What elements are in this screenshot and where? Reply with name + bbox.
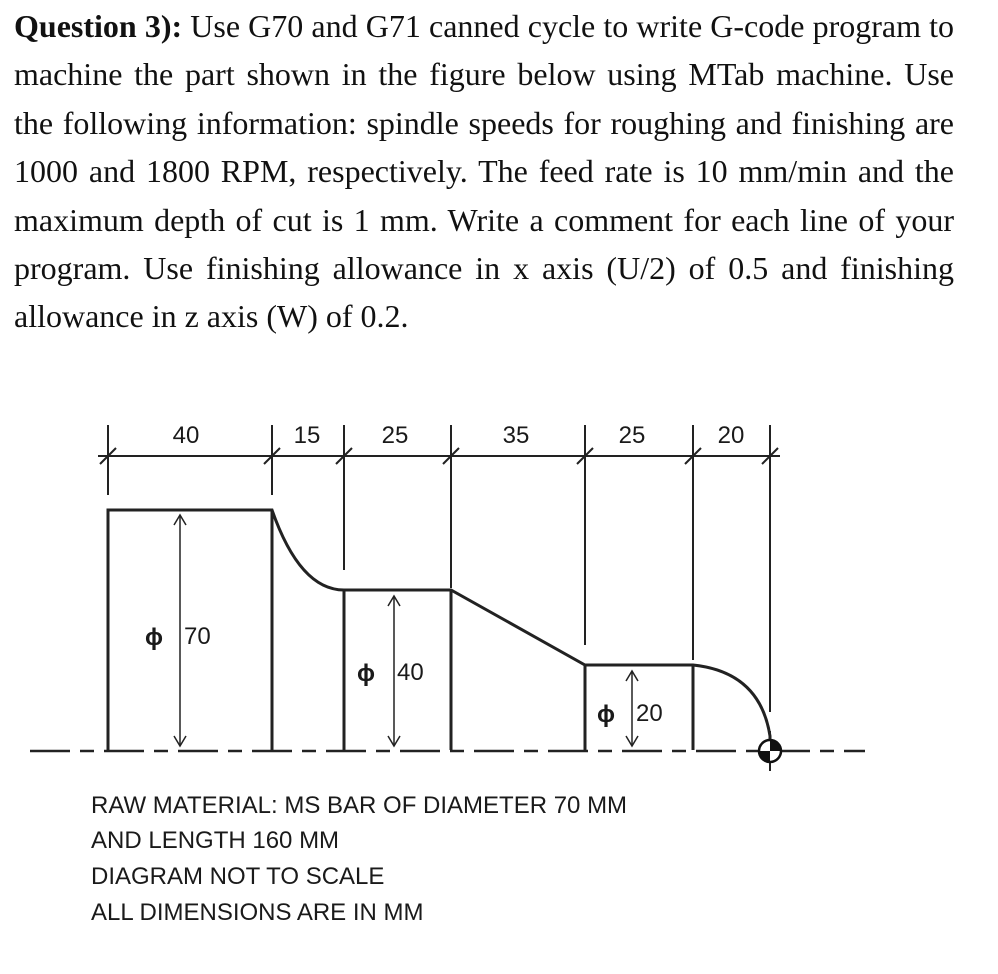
- note-not-to-scale: DIAGRAM NOT TO SCALE: [91, 863, 385, 890]
- note-length: AND LENGTH 160 MM: [91, 827, 340, 854]
- diameter-label-3: 20: [636, 700, 663, 727]
- diameter-symbol-3: ϕ: [597, 701, 615, 728]
- diameter-symbol-1: ϕ: [145, 624, 163, 651]
- question-body: Use G70 and G71 canned cycle to write G-code program to machine the part shown in the figure below using MTab machine. Use the following information: spindle speeds for roughing and finishing are 1000 and 1800 RPM, respectively. The feed rate is 10 mm/min and the maximum depth of cut is 1 mm. Write a comment for each line of your program. Use finishing allowance in x axis (U/2) of 0.5 and finishing allowance in z axis (W) of 0.2.: [14, 8, 955, 335]
- dimension-chain: [98, 425, 780, 712]
- note-units: ALL DIMENSIONS ARE IN MM: [91, 899, 424, 926]
- dim-length-6: 20: [717, 422, 745, 449]
- question-label: Question 3):: [14, 8, 183, 44]
- note-raw-material: RAW MATERIAL: MS BAR OF DIAMETER 70 MM: [91, 792, 628, 819]
- program-zero-icon: [750, 731, 790, 771]
- diameter-symbol-2: ϕ: [357, 660, 375, 687]
- diameter-label-1: 70: [184, 623, 211, 650]
- dim-length-5: 25: [618, 422, 646, 449]
- dim-length-1: 40: [172, 422, 200, 449]
- diameter-label-2: 40: [397, 659, 424, 686]
- dim-length-4: 35: [502, 422, 530, 449]
- dim-length-2: 15: [293, 422, 321, 449]
- diameter-arrows: [174, 515, 638, 746]
- dim-length-3: 25: [381, 422, 409, 449]
